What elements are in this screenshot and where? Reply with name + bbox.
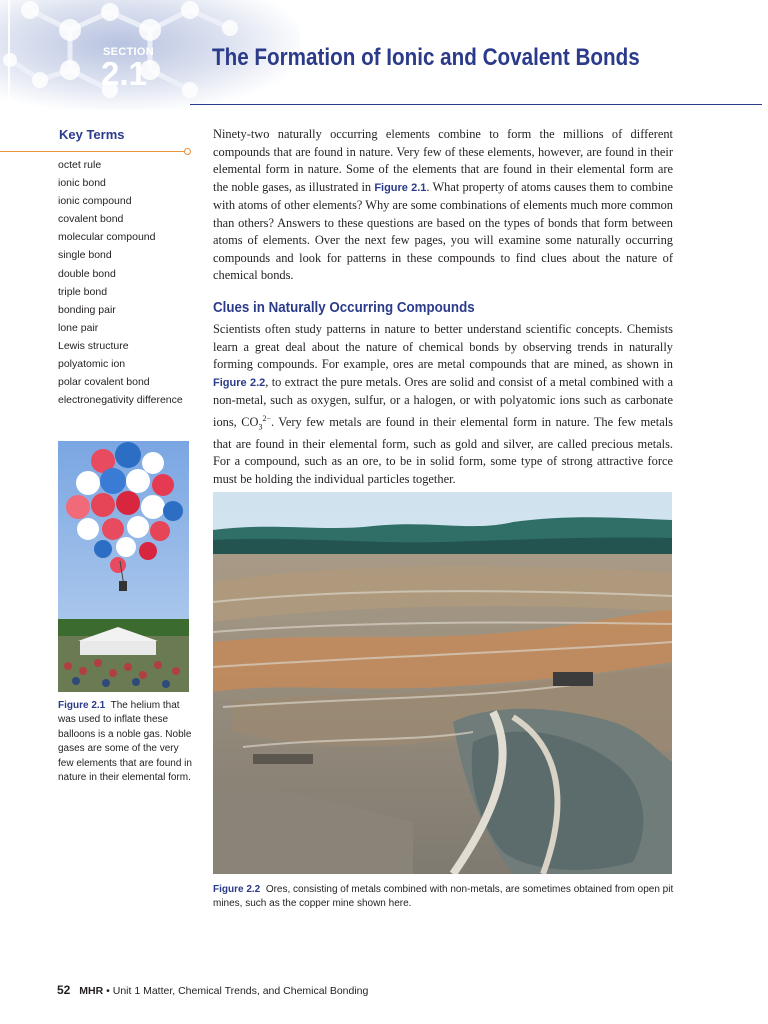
section-label: SECTION (103, 46, 154, 58)
footer-unit-text: Unit 1 Matter, Chemical Trends, and Chemical Bonding (112, 985, 369, 997)
formula-subscript: 3 (258, 422, 263, 432)
key-term-item: molecular compound (58, 231, 156, 244)
key-term-item: ionic compound (58, 195, 132, 208)
title-divider (190, 104, 762, 105)
key-term-item: polyatomic ion (58, 358, 126, 371)
key-term-item: covalent bond (58, 213, 124, 226)
figure-2-1-text: The helium that was used to inflate these balloons is a noble gas. Noble gases are some of the very few elements that are found in nature in their elemental form. (58, 700, 192, 784)
figure-2-1-caption (58, 699, 194, 785)
clues-paragraph: Scientists often study patterns in nature to better understand scientific concepts. Chemists learn a great deal about the nature of chemical bonds by observing trends in naturally forming compounds. For example, ores are metal compounds that are mined, as shown in Figure 2.2, to extract the pure metals. Ores are solid and consist of a metal combined with a non-metal, such as oxygen, sulfur, or a halogen, or with polyatomic ions such as carbonate ions, $CO_3^{2-}$. Very few metals are found in their elemental form in nature. The few metals that are found in their elemental form, such as gold and silver, are called precious metals. For a compound, such as an ore, to be in solid form, some type of strong attractive force must be holding the individual particles together. (213, 322, 673, 486)
page-footer (57, 983, 368, 997)
footer-separator: • (106, 985, 110, 997)
key-terms-list (58, 156, 183, 409)
section-subheading: Clues in Naturally Occurring Compounds (213, 300, 475, 316)
key-term-item: electronegativity difference (58, 394, 183, 407)
key-term-item: double bond (58, 267, 116, 280)
formula-superscript: 2− (262, 413, 271, 423)
open-pit-mine-photo (213, 492, 672, 874)
figure-2-1-reference-link[interactable]: Figure 2.1 (374, 181, 427, 194)
section-number: 2.1 (101, 55, 147, 92)
key-term-item: bonding pair (58, 303, 116, 316)
page-number: 52 (57, 983, 71, 997)
figure-2-2-reference-link[interactable]: Figure 2.2 (213, 376, 266, 389)
publisher-name: MHR (79, 985, 104, 997)
key-term-item: single bond (58, 249, 112, 262)
key-term-item: lone pair (58, 321, 99, 334)
key-terms-divider-end-icon (184, 148, 191, 155)
key-term-item: octet rule (58, 159, 102, 171)
key-term-item: Lewis structure (58, 339, 129, 352)
key-term-item: ionic bond (58, 177, 106, 190)
figure-2-2-label: Figure 2.2 (213, 884, 261, 895)
balloon-photo (58, 441, 189, 692)
figure-2-1-label: Figure 2.1 (58, 700, 106, 711)
page-title: The Formation of Ionic and Covalent Bonds (212, 44, 640, 71)
key-term-item: polar covalent bond (58, 376, 150, 389)
key-terms-heading: Key Terms (59, 127, 125, 142)
figure-2-2-caption (213, 883, 675, 912)
figure-2-2-text: Ores, consisting of metals combined with non-metals, are sometimes obtained from open pit mines, such as the copper mine shown here. (213, 884, 674, 910)
intro-paragraph: Ninety-two naturally occurring elements combine to form the millions of different compounds that are found in nature. Very few of these elements, however, are found in their elemental form in nature. Some of the elements that are found in their elemental form are the noble gases, as illustrated in Figure 2.1. What property of atoms causes them to combine with atoms of other elements? Why are some combinations of elements much more common than others? Answers to these questions are based on the types of bonds that form between atoms of elements. Over the next few pages, you will examine some naturally occurring compounds and look for patterns in these compounds to find clues about the nature of chemical bonds. (213, 127, 673, 282)
key-terms-divider (0, 151, 186, 152)
key-term-item: triple bond (58, 285, 108, 298)
